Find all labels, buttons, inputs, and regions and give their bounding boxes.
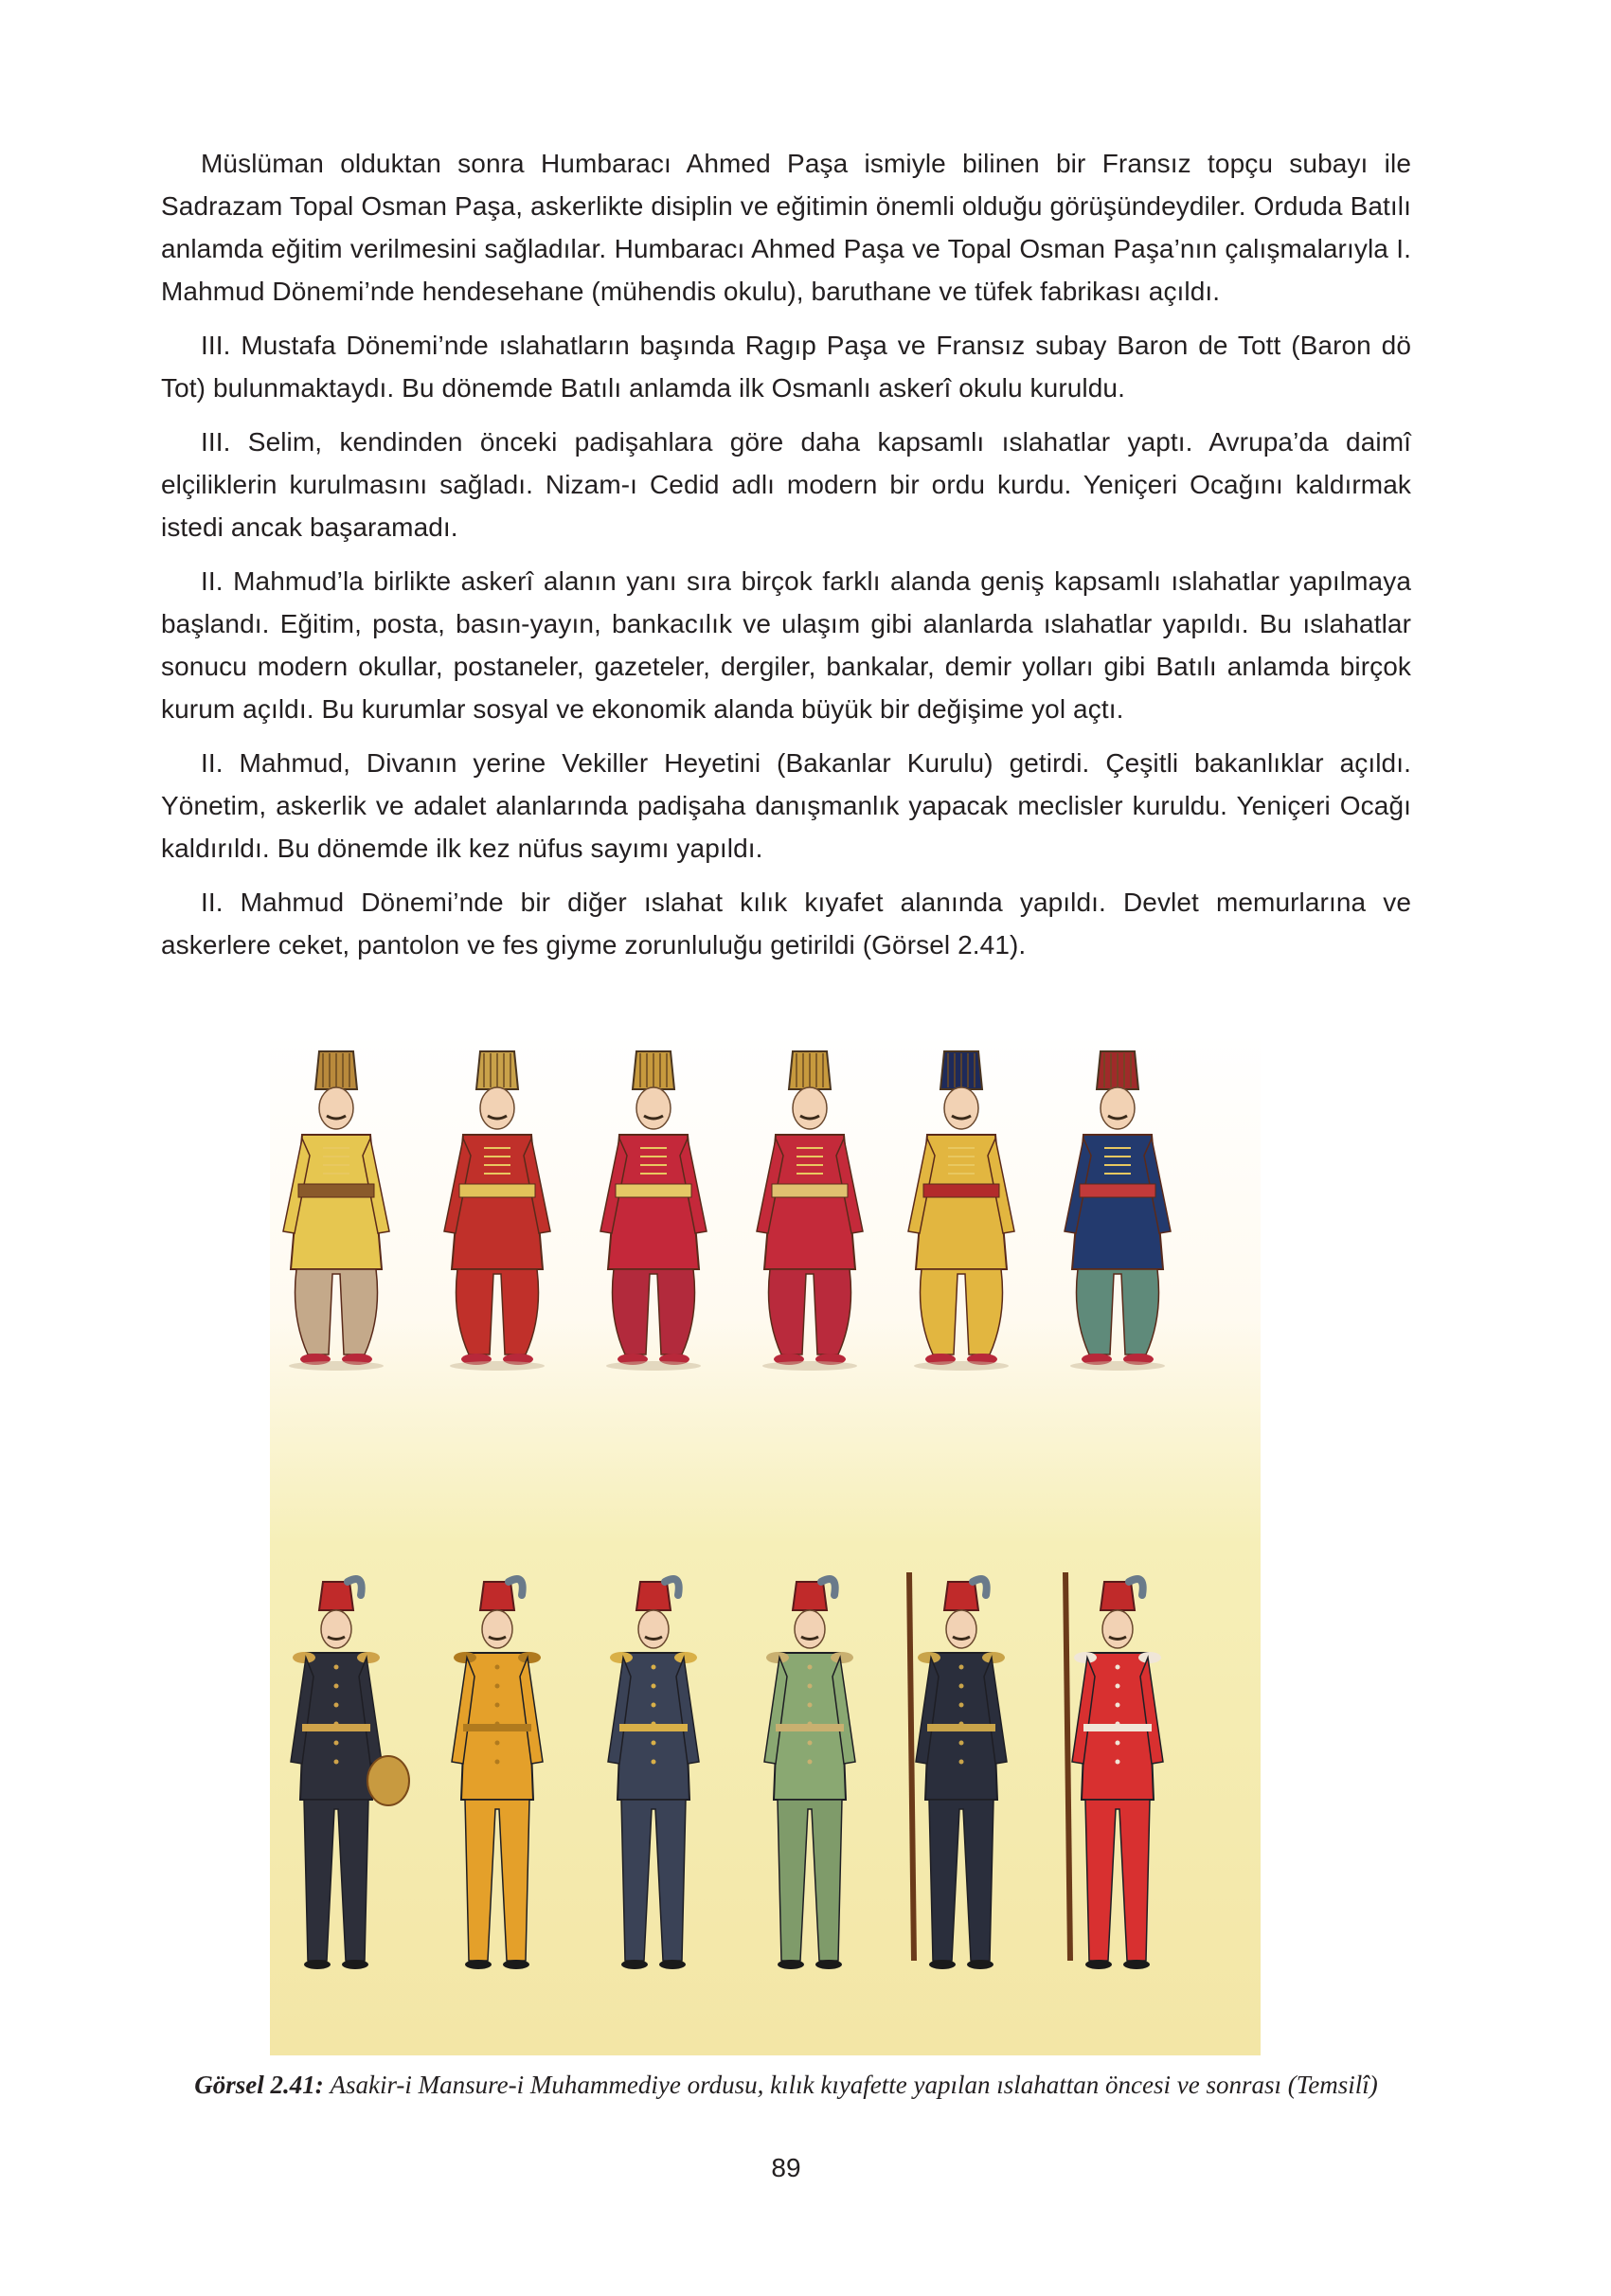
paragraph-2: III. Mustafa Dönemi’nde ıslahatların başında Ragıp Paşa ve Fransız subay Baron de Tott (Baron dö Tot) bulunmaktaydı. Bu dönemde Batılı anlamda ilk Osmanlı askerî okulu kuruldu. [161, 331, 1411, 403]
button [334, 1760, 339, 1765]
epaulette [1074, 1652, 1097, 1663]
head [795, 1610, 825, 1648]
belt [1083, 1724, 1152, 1731]
paragraph-1: Müslüman olduktan sonra Humbaracı Ahmed Paşa ismiyle bilinen bir Fransız topçu subayı ile Sadrazam Topal Osman Paşa, askerlikte disiplin ve eğitimin önemli olduğu görüşündeydiler. Orduda Batılı anlamda eğitim verilmesini sağladılar. Humbaracı Ahmed Paşa ve Topal Osman Paşa’nın çalışmalarıyla I. Mahmud Dönemi’nde hendesehane (mühendis okulu), baruthane ve tüfek fabrikası açıldı. [161, 149, 1411, 306]
head [1102, 1610, 1133, 1648]
sash [1080, 1184, 1155, 1197]
sash [772, 1184, 848, 1197]
shadow [606, 1361, 701, 1371]
belt [302, 1724, 370, 1731]
epaulette [293, 1652, 315, 1663]
shoe [815, 1960, 842, 1969]
button [808, 1684, 813, 1689]
button [652, 1703, 656, 1708]
shadow [289, 1361, 384, 1371]
button [1116, 1703, 1120, 1708]
head [636, 1087, 671, 1129]
button [959, 1684, 964, 1689]
shadow [762, 1361, 857, 1371]
sash [298, 1184, 374, 1197]
head [944, 1087, 978, 1129]
sash [459, 1184, 535, 1197]
button [1116, 1741, 1120, 1746]
epaulette [982, 1652, 1005, 1663]
shoe [1085, 1960, 1112, 1969]
head [793, 1087, 827, 1129]
button [495, 1741, 500, 1746]
fez-icon [944, 1582, 978, 1610]
shadow [914, 1361, 1009, 1371]
head [319, 1087, 353, 1129]
button [1116, 1665, 1120, 1670]
button [334, 1684, 339, 1689]
head [638, 1610, 669, 1648]
figure-caption [161, 2068, 1411, 2102]
button [652, 1684, 656, 1689]
head [482, 1610, 512, 1648]
uniform-illustration-svg [270, 1032, 1261, 2055]
shadow [450, 1361, 545, 1371]
shadow [1070, 1361, 1165, 1371]
caption-label: Görsel 2.41: [194, 2071, 324, 2099]
page-number: 89 [771, 2153, 801, 2182]
button [959, 1703, 964, 1708]
button [808, 1703, 813, 1708]
button [334, 1665, 339, 1670]
sash [616, 1184, 691, 1197]
button [495, 1684, 500, 1689]
shoe [659, 1960, 686, 1969]
head [480, 1087, 514, 1129]
shoe [465, 1960, 492, 1969]
fez-icon [636, 1582, 671, 1610]
button [334, 1741, 339, 1746]
button [808, 1665, 813, 1670]
button [1116, 1760, 1120, 1765]
epaulette [674, 1652, 697, 1663]
fez-icon [1101, 1582, 1135, 1610]
shoe [778, 1960, 804, 1969]
epaulette [766, 1652, 789, 1663]
head [321, 1610, 351, 1648]
button [495, 1703, 500, 1708]
button [495, 1760, 500, 1765]
shoe [929, 1960, 956, 1969]
epaulette [831, 1652, 853, 1663]
shoe [342, 1960, 368, 1969]
paragraph-6: II. Mahmud Dönemi’nde bir diğer ıslahat kılık kıyafet alanında yapıldı. Devlet memurlarına ve askerlere ceket, pantolon ve fes giyme zorunluluğu getirildi (Görsel 2.41). [161, 888, 1411, 960]
paragraph-3: III. Selim, kendinden önceki padişahlara göre daha kapsamlı ıslahatlar yaptı. Avrupa’da daimî elçiliklerin kurulmasını sağladı. Nizam-ı Cedid adlı modern bir ordu kurdu. Yeniçeri Ocağını kaldırmak istedi ancak başaramadı. [161, 427, 1411, 542]
epaulette [357, 1652, 380, 1663]
epaulette [518, 1652, 541, 1663]
fez-icon [793, 1582, 827, 1610]
shoe [304, 1960, 331, 1969]
button [959, 1741, 964, 1746]
epaulette [918, 1652, 940, 1663]
button [652, 1665, 656, 1670]
button [808, 1760, 813, 1765]
fez-icon [480, 1582, 514, 1610]
head [946, 1610, 976, 1648]
caption-text: Asakir-i Mansure-i Muhammediye ordusu, kılık kıyafette yapılan ıslahattan öncesi ve sonrası (Temsilî) [330, 2071, 1378, 2099]
button [652, 1760, 656, 1765]
button [495, 1665, 500, 1670]
button [959, 1665, 964, 1670]
shoe [967, 1960, 993, 1969]
epaulette [454, 1652, 476, 1663]
button [334, 1703, 339, 1708]
body-text [161, 142, 1411, 978]
shoe [621, 1960, 648, 1969]
paragraph-5: II. Mahmud, Divanın yerine Vekiller Heyetini (Bakanlar Kurulu) getirdi. Çeşitli bakanlıklar açıldı. Yönetim, askerlik ve adalet alanlarında padişaha danışmanlık yapacak meclisler kuruldu. Yeniçeri Ocağı kaldırıldı. Bu dönemde ilk kez nüfus sayımı yapıldı. [161, 748, 1411, 863]
button [808, 1741, 813, 1746]
shoe [503, 1960, 529, 1969]
belt [776, 1724, 844, 1731]
epaulette [1138, 1652, 1161, 1663]
button [959, 1760, 964, 1765]
shoe [1123, 1960, 1150, 1969]
belt [619, 1724, 688, 1731]
drum-icon [367, 1756, 409, 1805]
head [1101, 1087, 1135, 1129]
belt [927, 1724, 995, 1731]
sash [923, 1184, 999, 1197]
button [652, 1741, 656, 1746]
epaulette [610, 1652, 633, 1663]
belt [463, 1724, 531, 1731]
button [1116, 1684, 1120, 1689]
uniform-illustration [270, 1032, 1261, 2055]
fez-icon [319, 1582, 353, 1610]
paragraph-4: II. Mahmud’la birlikte askerî alanın yanı sıra birçok farklı alanda geniş kapsamlı ıslahatlar yapılmaya başlandı. Eğitim, posta, basın-yayın, bankacılık ve ulaşım gibi alanlarda ıslahatlar yapıldı. Bu ıslahatlar sonucu modern okullar, postaneler, gazeteler, dergiler, bankalar, demir yolları gibi Batılı anlamda birçok kurum açıldı. Bu kurumlar sosyal ve ekonomik alanda büyük bir değişime yol açtı. [161, 566, 1411, 724]
